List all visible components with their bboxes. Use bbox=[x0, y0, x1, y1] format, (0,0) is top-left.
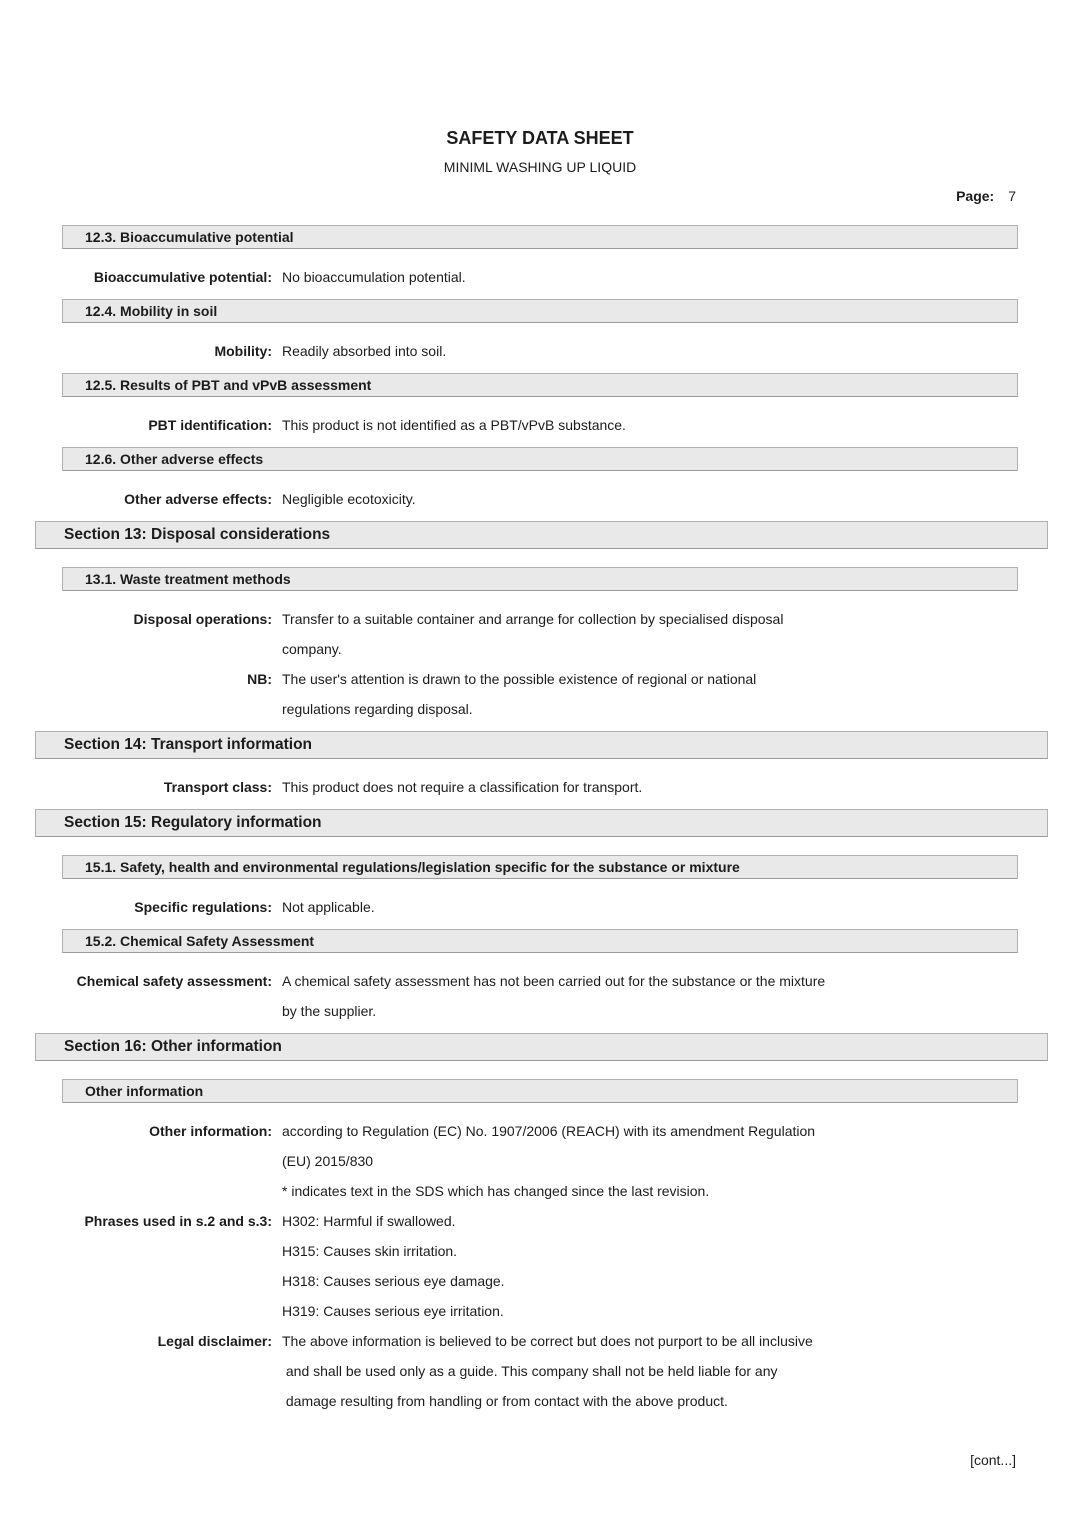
field-value-line: This product does not require a classification for transport. bbox=[282, 779, 643, 795]
field-value-line: H315: Causes skin irritation. bbox=[282, 1243, 458, 1259]
field-value-line: H318: Causes serious eye damage. bbox=[282, 1273, 505, 1289]
field-row bbox=[0, 1206, 1080, 1326]
field-value-line: H302: Harmful if swallowed. bbox=[282, 1213, 456, 1229]
field-row bbox=[0, 484, 1080, 514]
subsection-header-bar: 12.4. Mobility in soil bbox=[62, 299, 1018, 323]
field-value-line: The user's attention is drawn to the possible existence of regional or national bbox=[282, 671, 757, 687]
field-label: Mobility: bbox=[214, 343, 272, 359]
continuation-marker: [cont...] bbox=[970, 1452, 1016, 1468]
fields-group bbox=[0, 249, 1080, 299]
fields-group bbox=[0, 471, 1080, 521]
subsection-header-bar: 12.6. Other adverse effects bbox=[62, 447, 1018, 471]
field-row bbox=[0, 664, 1080, 724]
fields-group bbox=[0, 1103, 1080, 1423]
field-value-line: according to Regulation (EC) No. 1907/2006 (REACH) with its amendment Regulation bbox=[282, 1123, 816, 1139]
fields-group bbox=[0, 591, 1080, 731]
product-name: MINIML WASHING UP LIQUID bbox=[443, 159, 637, 175]
subsection-header-bar: 13.1. Waste treatment methods bbox=[62, 567, 1018, 591]
field-label: Disposal operations: bbox=[133, 611, 272, 627]
field-value-line: Negligible ecotoxicity. bbox=[282, 491, 416, 507]
field-label: Phrases used in s.2 and s.3: bbox=[84, 1213, 272, 1229]
subsection-header-bar: 15.1. Safety, health and environmental regulations/legislation specific for the substance or mixture bbox=[62, 855, 1018, 879]
field-label: Other adverse effects: bbox=[124, 491, 272, 507]
field-label: Legal disclaimer: bbox=[157, 1333, 272, 1349]
field-values bbox=[282, 1206, 1080, 1326]
fields-group bbox=[0, 953, 1080, 1033]
section-header-bar: Section 14: Transport information bbox=[35, 731, 1048, 759]
field-value-line: A chemical safety assessment has not been carried out for the substance or the mixture bbox=[282, 973, 826, 989]
field-value-line: This product is not identified as a PBT/vPvB substance. bbox=[282, 417, 626, 433]
field-value-line: * indicates text in the SDS which has changed since the last revision. bbox=[282, 1183, 710, 1199]
field-row bbox=[0, 336, 1080, 366]
field-label: Specific regulations: bbox=[134, 899, 272, 915]
field-values bbox=[282, 892, 1080, 922]
field-value-line: Transfer to a suitable container and arrange for collection by specialised disposal bbox=[282, 611, 784, 627]
field-value-line: (EU) 2015/830 bbox=[282, 1153, 374, 1169]
field-values bbox=[282, 664, 1080, 724]
subsection-header-bar: Other information bbox=[62, 1079, 1018, 1103]
field-value-line: and shall be used only as a guide. This company shall not be held liable for any bbox=[282, 1363, 778, 1379]
field-label: PBT identification: bbox=[148, 417, 272, 433]
field-values bbox=[282, 484, 1080, 514]
field-value-line: damage resulting from handling or from contact with the above product. bbox=[282, 1393, 728, 1409]
field-values bbox=[282, 1116, 1080, 1206]
subsection-header-bar: 12.3. Bioaccumulative potential bbox=[62, 225, 1018, 249]
field-row bbox=[0, 1326, 1080, 1416]
field-label: Chemical safety assessment: bbox=[76, 973, 272, 989]
field-value-line: Not applicable. bbox=[282, 899, 375, 915]
field-values bbox=[282, 772, 1080, 802]
field-values bbox=[282, 966, 1080, 1026]
field-values bbox=[282, 1326, 1080, 1416]
content bbox=[0, 225, 1080, 1423]
field-label: Other information: bbox=[149, 1123, 272, 1139]
field-row bbox=[0, 892, 1080, 922]
field-value-line: H319: Causes serious eye irritation. bbox=[282, 1303, 504, 1319]
fields-group bbox=[0, 323, 1080, 373]
field-value-line: Readily absorbed into soil. bbox=[282, 343, 447, 359]
page-label: Page: bbox=[956, 188, 995, 204]
field-value-line: by the supplier. bbox=[282, 1003, 377, 1019]
field-value-line: The above information is believed to be correct but does not purport to be all inclusive bbox=[282, 1333, 813, 1349]
field-value-line: company. bbox=[282, 641, 342, 657]
field-row bbox=[0, 410, 1080, 440]
field-value-line: regulations regarding disposal. bbox=[282, 701, 473, 717]
field-row bbox=[0, 262, 1080, 292]
field-row bbox=[0, 966, 1080, 1026]
field-values bbox=[282, 604, 1080, 664]
fields-group bbox=[0, 397, 1080, 447]
section-header-bar: Section 16: Other information bbox=[35, 1033, 1048, 1061]
field-row bbox=[0, 1116, 1080, 1206]
page-number: 7 bbox=[1008, 188, 1016, 204]
field-label: Bioaccumulative potential: bbox=[93, 269, 272, 285]
fields-group bbox=[0, 759, 1080, 809]
section-header-bar: Section 15: Regulatory information bbox=[35, 809, 1048, 837]
field-value-line: No bioaccumulation potential. bbox=[282, 269, 466, 285]
page-indicator bbox=[0, 186, 1016, 206]
document-title: SAFETY DATA SHEET bbox=[446, 128, 634, 148]
section-header-bar: Section 13: Disposal considerations bbox=[35, 521, 1048, 549]
subsection-header-bar: 12.5. Results of PBT and vPvB assessment bbox=[62, 373, 1018, 397]
field-row bbox=[0, 604, 1080, 664]
fields-group bbox=[0, 879, 1080, 929]
subsection-header-bar: 15.2. Chemical Safety Assessment bbox=[62, 929, 1018, 953]
field-label: NB: bbox=[247, 671, 272, 687]
field-label: Transport class: bbox=[163, 779, 272, 795]
field-row bbox=[0, 772, 1080, 802]
field-values bbox=[282, 262, 1080, 292]
field-values bbox=[282, 336, 1080, 366]
field-values bbox=[282, 410, 1080, 440]
